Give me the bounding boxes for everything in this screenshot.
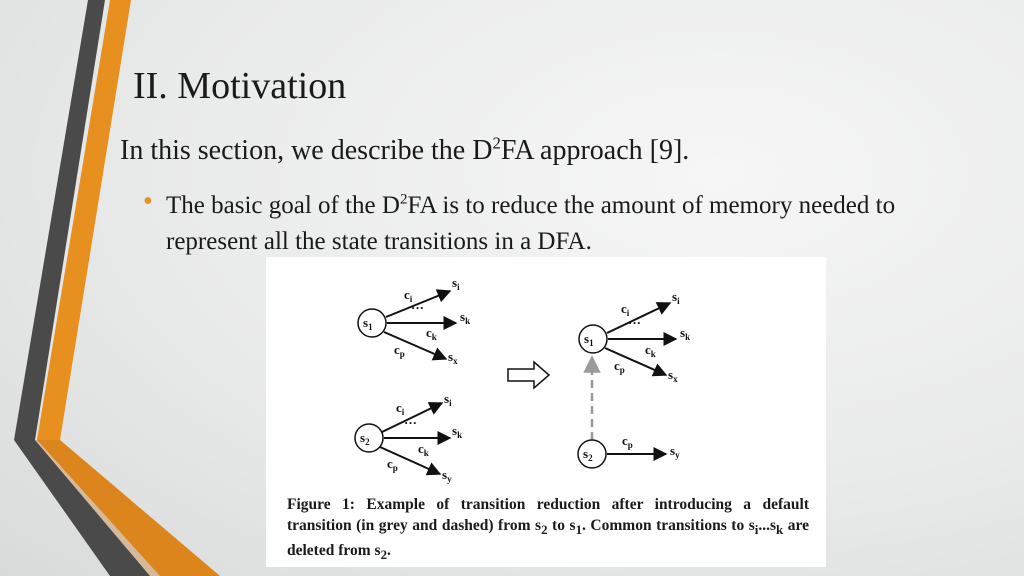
lead-superscript: 2: [492, 133, 501, 153]
figure-image: [266, 257, 826, 567]
target-label: $s_k$: [460, 309, 471, 326]
figure-caption: [287, 494, 809, 565]
edge-label: $c_i$: [621, 301, 630, 318]
caption-subscript: i: [754, 522, 759, 538]
transform-arrow-icon: [508, 362, 549, 388]
bullet-text-part: The basic goal of the D: [166, 192, 400, 219]
state-label: $s_2$: [583, 446, 593, 463]
caption-part: ...s: [758, 517, 777, 534]
target-label: $s_k$: [680, 325, 691, 342]
caption-subscript: 2: [541, 522, 548, 538]
caption-part: Figure 1: Example of transition reduction after introducing a default transition (in grey and dashed) from s: [287, 496, 809, 534]
ellipsis: ···: [411, 300, 425, 315]
lead-text: [120, 135, 689, 167]
target-label: $s_i$: [672, 289, 680, 306]
bullet-text-part: FA is to reduce the amount of memory needed to represent all the state transitions in a DFA.: [166, 192, 896, 255]
ellipsis: ···: [404, 415, 418, 430]
left-top-automaton: [358, 275, 470, 366]
caption-subscript: 1: [575, 522, 583, 538]
caption-subscript: k: [776, 522, 784, 538]
bullet-text: [166, 188, 936, 260]
edge-label: $c_i$: [404, 287, 413, 304]
edge-label: $c_k$: [418, 441, 429, 458]
edge-label: $c_k$: [426, 325, 437, 342]
edge-label: $c_p$: [622, 433, 633, 450]
target-label: $s_x$: [668, 367, 678, 384]
edge-label: $c_p$: [614, 358, 625, 375]
bullet-dot-icon: •: [143, 186, 153, 217]
target-label: $s_y$: [442, 467, 452, 484]
state-label: $s_1$: [363, 315, 373, 332]
target-label: $s_i$: [444, 391, 452, 408]
caption-part: .: [387, 542, 391, 560]
transition-diagram: [266, 257, 826, 497]
ellipsis: ···: [628, 315, 642, 330]
caption-part: are deleted from s: [287, 517, 810, 560]
target-label: $s_x$: [448, 349, 458, 366]
target-label: $s_k$: [452, 423, 463, 440]
slide-title: II. Motivation: [133, 65, 347, 107]
caption-part: . Common transitions to s: [582, 517, 755, 534]
lead-text-part: FA approach [9].: [500, 135, 690, 166]
bullet-superscript: 2: [399, 191, 408, 208]
caption-subscript: 2: [380, 547, 388, 563]
left-bottom-automaton: [355, 391, 462, 484]
right-top-automaton: [579, 289, 690, 384]
lead-text-part: In this section, we describe the D: [120, 135, 493, 166]
edge-label: $c_p$: [387, 456, 398, 473]
caption-part: to s: [547, 517, 576, 534]
state-label: $s_1$: [584, 331, 594, 348]
target-label: $s_i$: [452, 275, 460, 292]
edge-label: $c_p$: [394, 342, 405, 359]
edge-label: $c_i$: [396, 400, 405, 417]
state-label: $s_2$: [360, 430, 370, 447]
target-label: $s_y$: [670, 443, 680, 460]
edge-label: $c_k$: [645, 342, 656, 359]
